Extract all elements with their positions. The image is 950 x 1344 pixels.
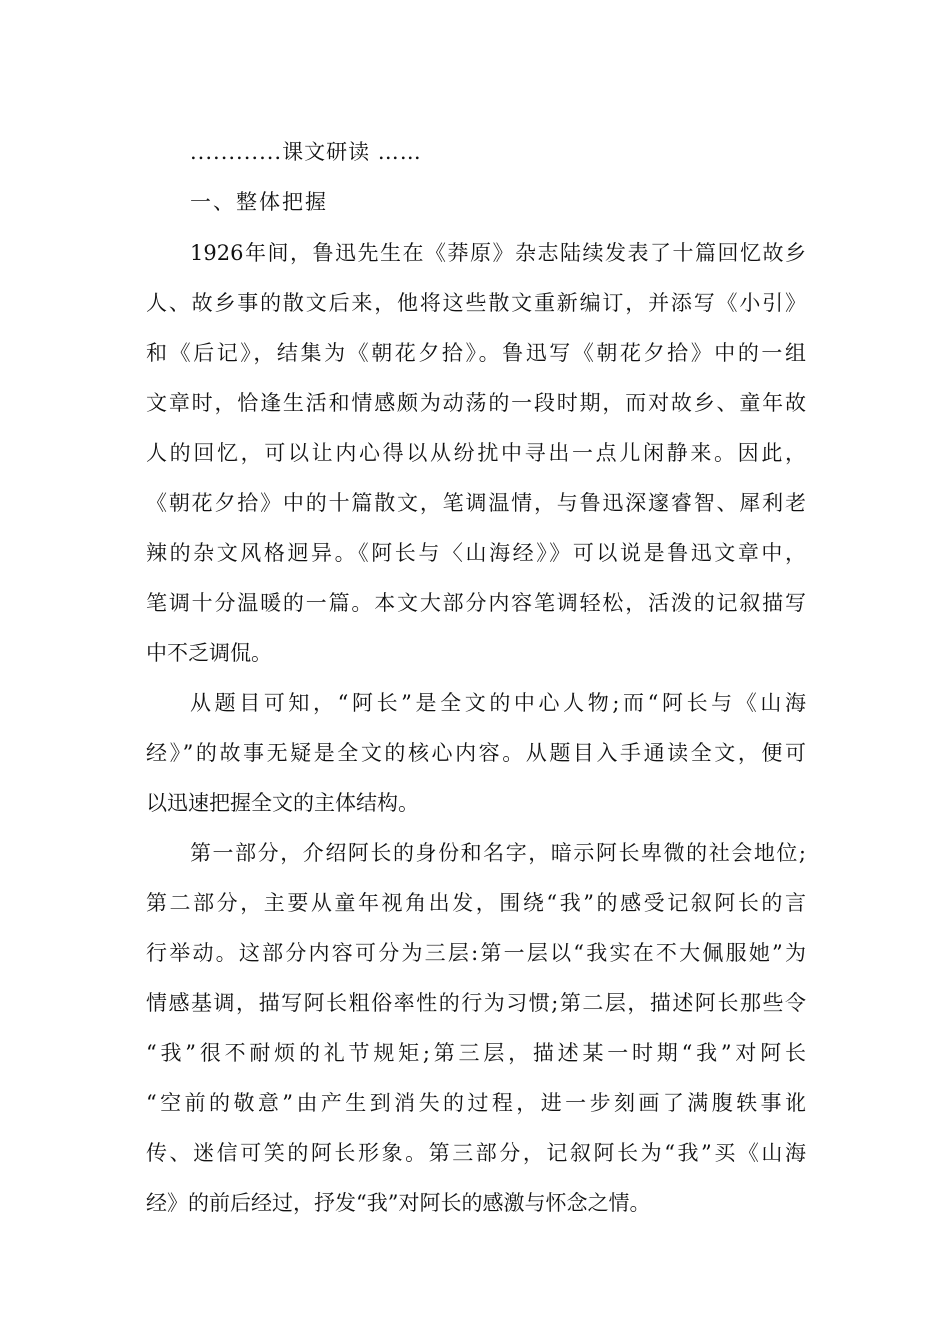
paragraph-line: 经》”的故事无疑是全文的核心内容。从题目入手通读全文，便可 [146, 741, 806, 765]
paragraph-line: 文章时，恰逢生活和情感颇为动荡的一段时期，而对故乡、童年故 [146, 391, 806, 415]
paragraph-line: 情感基调，描写阿长粗俗率性的行为习惯;第二层，描述阿长那些令 [146, 991, 806, 1015]
paragraph-line: 经》的前后经过，抒发“我”对阿长的感激与怀念之情。 [146, 1191, 651, 1215]
paragraph-line: “我”很不耐烦的礼节规矩;第三层，描述某一时期“我”对阿长 [146, 1041, 806, 1065]
paragraph-line: 第二部分，主要从童年视角出发，围绕“我”的感受记叙阿长的言 [146, 891, 806, 915]
paragraph-line: 和《后记》，结集为《朝花夕拾》。鲁迅写《朝花夕拾》中的一组 [146, 341, 806, 365]
paragraph-line: 从题目可知，“阿长”是全文的中心人物;而“阿长与《山海 [190, 691, 806, 715]
paragraph-line: 第一部分，介绍阿长的身份和名字，暗示阿长卑微的社会地位; [190, 841, 806, 865]
section-header: ............课文研读 …… [190, 140, 422, 164]
section-title: 一、整体把握 [190, 190, 328, 214]
paragraph-line: 辣的杂文风格迥异。《阿长与〈山海经》》可以说是鲁迅文章中， [146, 541, 806, 565]
paragraph-line: 人、故乡事的散文后来，他将这些散文重新编订，并添写《小引》 [146, 291, 806, 315]
paragraph-line: 人的回忆，可以让内心得以从纷扰中寻出一点儿闲静来。因此， [146, 441, 806, 465]
paragraph-line: “空前的敬意”由产生到消失的过程，进一步刻画了满腹轶事讹 [146, 1091, 806, 1115]
paragraph-line: 传、迷信可笑的阿长形象。第三部分，记叙阿长为“我”买《山海 [146, 1141, 806, 1165]
paragraph-line: 《朝花夕拾》中的十篇散文，笔调温情，与鲁迅深邃睿智、犀利老 [146, 491, 806, 515]
paragraph-line: 1926年间，鲁迅先生在《莽原》杂志陆续发表了十篇回忆故乡 [190, 241, 806, 265]
paragraph-line: 中不乏调侃。 [146, 641, 272, 665]
paragraph-line: 以迅速把握全文的主体结构。 [146, 791, 419, 815]
paragraph-line: 笔调十分温暖的一篇。本文大部分内容笔调轻松，活泼的记叙描写 [146, 591, 806, 615]
paragraph-line: 行举动。这部分内容可分为三层:第一层以“我实在不大佩服她”为 [146, 941, 806, 965]
